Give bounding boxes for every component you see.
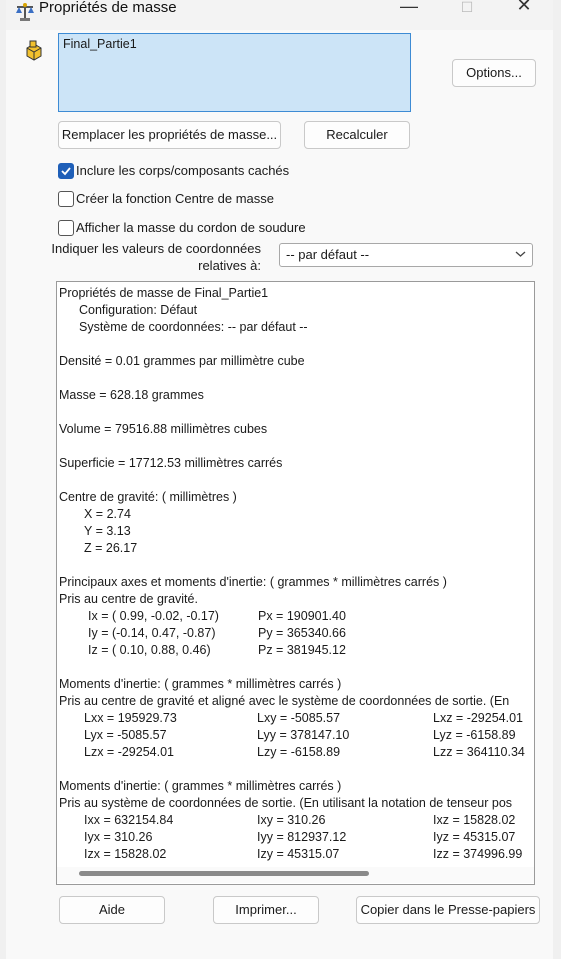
- lzx-value: Lzx = -29254.01: [84, 745, 174, 759]
- volume-line: Volume = 79516.88 millimètres cubes: [59, 422, 268, 436]
- principal-subtitle: Pris au centre de gravité.: [59, 592, 198, 606]
- mass-line: Masse = 628.18 grammes: [59, 388, 204, 402]
- moments-title: Moments d'inertie: ( grammes * millimètres carrés ): [59, 677, 342, 691]
- checkbox-label: Inclure les corps/composants cachés: [76, 163, 290, 178]
- options-button[interactable]: Options...: [452, 59, 536, 87]
- ixy-value: Ixy = 310.26: [257, 813, 326, 827]
- window-title: Propriétés de masse: [39, 0, 177, 16]
- moments-subtitle: Pris au centre de gravité et aligné avec le système de coordonnées de sortie. (En: [59, 694, 510, 708]
- copy-to-clipboard-button[interactable]: Copier dans le Presse-papiers: [356, 896, 540, 924]
- chevron-down-icon: [515, 250, 526, 258]
- configuration-line: Configuration: Défaut: [79, 303, 198, 317]
- horizontal-scrollbar[interactable]: [57, 867, 534, 883]
- checkbox-checked-icon[interactable]: [58, 163, 74, 179]
- part-icon: [24, 40, 44, 62]
- lzz-value: Lzz = 364110.34: [433, 745, 525, 759]
- maximize-button[interactable]: ☐: [460, 0, 474, 15]
- background-window-right: [552, 0, 561, 959]
- px-value: Px = 190901.40: [258, 609, 346, 623]
- iyz-value: Iyz = 45315.07: [433, 830, 516, 844]
- moments2-title: Moments d'inertie: ( grammes * millimètres carrés ): [59, 779, 342, 793]
- surface-line: Superficie = 17712.53 millimètres carrés: [59, 456, 283, 470]
- ixx-value: Ixx = 632154.84: [84, 813, 174, 827]
- coord-system-line: Système de coordonnées: -- par défaut --: [79, 320, 308, 334]
- select-value: -- par défaut --: [286, 247, 370, 262]
- iz-axis: Iz = ( 0.10, 0.88, 0.46): [88, 643, 211, 657]
- coordinate-label-line1: Indiquer les valeurs de coordonnées: [51, 241, 261, 256]
- ix-axis: Ix = ( 0.99, -0.02, -0.17): [88, 609, 219, 623]
- iy-axis: Iy = (-0.14, 0.47, -0.87): [88, 626, 216, 640]
- scale-icon: [14, 2, 36, 22]
- iyx-value: Iyx = 310.26: [84, 830, 153, 844]
- pz-value: Pz = 381945.12: [258, 643, 346, 657]
- principal-title: Principaux axes et moments d'inertie: ( grammes * millimètres carrés ): [59, 575, 447, 589]
- print-button[interactable]: Imprimer...: [213, 896, 319, 924]
- scrollbar-thumb[interactable]: [79, 871, 369, 876]
- lzy-value: Lzy = -6158.89: [257, 745, 341, 759]
- density-line: Densité = 0.01 grammes par millimètre cube: [59, 354, 305, 368]
- results-header: Propriétés de masse de Final_Partie1: [59, 286, 269, 300]
- py-value: Py = 365340.66: [258, 626, 346, 640]
- close-button[interactable]: ✕: [516, 0, 532, 15]
- minimize-button[interactable]: —: [400, 0, 418, 16]
- iyy-value: Iyy = 812937.12: [257, 830, 347, 844]
- coordinate-label-line2: relatives à:: [198, 258, 261, 273]
- izy-value: Izy = 45315.07: [257, 847, 340, 861]
- recalculate-button[interactable]: Recalculer: [304, 121, 410, 149]
- mass-properties-dialog: [6, 0, 553, 959]
- selected-items-list[interactable]: [58, 33, 411, 112]
- help-button[interactable]: Aide: [59, 896, 165, 924]
- replace-mass-properties-button[interactable]: Remplacer les propriétés de masse...: [58, 121, 281, 149]
- checkbox-unchecked-icon[interactable]: [58, 220, 74, 236]
- lyz-value: Lyz = -6158.89: [433, 728, 516, 742]
- izx-value: Izx = 15828.02: [84, 847, 167, 861]
- lyx-value: Lyx = -5085.57: [84, 728, 167, 742]
- lxx-value: Lxx = 195929.73: [84, 711, 177, 725]
- moments2-subtitle: Pris au système de coordonnées de sortie. (En utilisant la notation de tenseur pos: [59, 796, 513, 810]
- cog-title: Centre de gravité: ( millimètres ): [59, 490, 237, 504]
- results-text-area[interactable]: [56, 281, 535, 885]
- checkbox-unchecked-icon[interactable]: [58, 191, 74, 207]
- ixz-value: Ixz = 15828.02: [433, 813, 516, 827]
- cog-x: X = 2.74: [84, 507, 131, 521]
- cog-y: Y = 3.13: [84, 524, 131, 538]
- cog-z: Z = 26.17: [84, 541, 138, 555]
- list-item[interactable]: Final_Partie1: [63, 37, 137, 51]
- lxz-value: Lxz = -29254.01: [433, 711, 523, 725]
- checkbox-label: Afficher la masse du cordon de soudure: [76, 220, 306, 235]
- izz-value: Izz = 374996.99: [433, 847, 523, 861]
- lyy-value: Lyy = 378147.10: [257, 728, 350, 742]
- coordinate-system-select[interactable]: [279, 243, 533, 267]
- coordinate-system-label: [44, 240, 261, 274]
- lxy-value: Lxy = -5085.57: [257, 711, 341, 725]
- title-bar[interactable]: [6, 0, 553, 30]
- checkbox-label: Créer la fonction Centre de masse: [76, 191, 274, 206]
